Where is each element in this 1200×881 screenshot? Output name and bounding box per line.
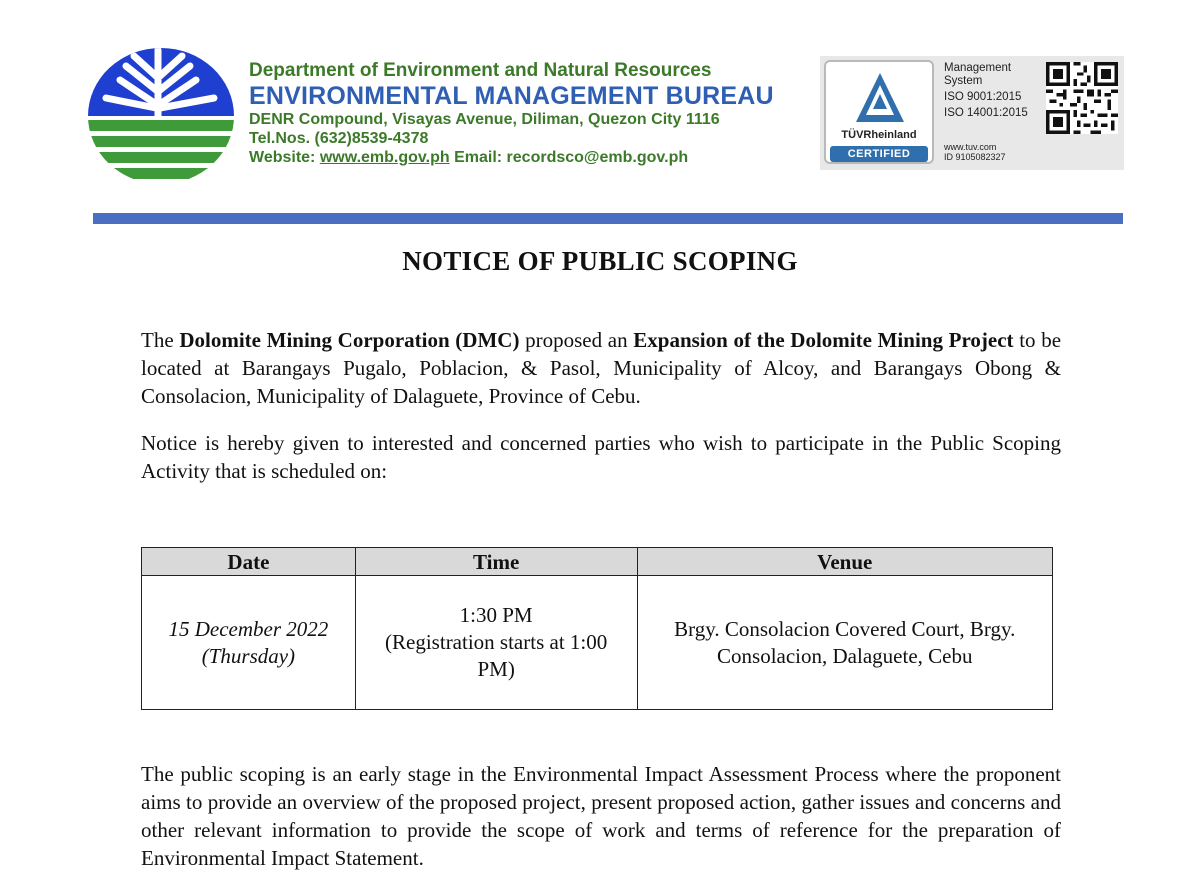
agency-header: [249, 60, 774, 167]
email-address[interactable]: recordsco@emb.gov.ph: [506, 149, 689, 166]
date-cell: [142, 576, 356, 710]
time-value: 1:30 PM: [459, 603, 533, 627]
date-value: 15 December 2022: [168, 616, 329, 641]
tuv-triangle-icon: [854, 70, 906, 126]
scoping-description: The public scoping is an early stage in the Environmental Impact Assessment Process where the proponent aims to provide an overview of the proposed project, present proposed action, gather issues and concerns and other relevant information to provide the scope of work and terms of reference for the preparation of Environmental Impact Statement.: [141, 762, 1061, 870]
venue-cell: Brgy. Consolacion Covered Court, Brgy. Consolacion, Dalaguete, Cebu: [637, 576, 1053, 710]
table-header-row: [142, 548, 1053, 576]
notice-paragraph: Notice is hereby given to interested and concerned parties who wish to participate in the Public Scoping Activity that is scheduled on:: [141, 431, 1061, 483]
system-line-1: Management: [944, 62, 1012, 74]
system-line-2: System: [944, 75, 983, 87]
iso-14001: ISO 14001:2015: [944, 107, 1028, 119]
header-divider: [93, 213, 1123, 224]
p1-mid: proposed an: [519, 328, 634, 352]
website-label: Website:: [249, 149, 316, 166]
company-name: Dolomite Mining Corporation (DMC): [179, 328, 520, 352]
emb-logo-icon: [86, 46, 236, 186]
department-name: Department of Environment and Natural Resources: [249, 60, 712, 81]
table-row: [142, 576, 1053, 710]
day-value: (Thursday): [201, 643, 296, 668]
tuv-brand: TÜVRheinland: [841, 129, 917, 141]
p1-location: to be located at Barangays Pugalo, Poblacion, & Pasol, Municipality of Alcoy, and Barangays Obong & Consolacion, Municipality of Dalaguete, Province of Cebu.: [141, 328, 1062, 408]
tuv-contact: [944, 142, 1006, 162]
contact-line: [249, 148, 774, 167]
header-time: Time: [355, 548, 637, 576]
qr-code-icon: [1046, 62, 1118, 134]
p1-intro: The: [141, 328, 180, 352]
address: DENR Compound, Visayas Avenue, Diliman, Quezon City 1116: [249, 111, 720, 128]
registration-time: (Registration starts at 1:00 PM): [385, 630, 608, 681]
tuv-id: ID 9105082327: [944, 152, 1006, 162]
iso-9001: ISO 9001:2015: [944, 91, 1022, 103]
telephone: Tel.Nos. (632)8539-4378: [249, 130, 429, 147]
time-cell: [355, 576, 637, 710]
certification-block: [820, 56, 1124, 170]
email-label: Email:: [454, 149, 503, 166]
project-paragraph: [141, 326, 1061, 410]
tuv-url: www.tuv.com: [944, 142, 997, 152]
schedule-table: [141, 547, 1053, 710]
page-title: NOTICE OF PUBLIC SCOPING: [402, 246, 798, 276]
header-date: Date: [142, 548, 356, 576]
tuv-badge: [824, 60, 934, 164]
header-venue: Venue: [637, 548, 1053, 576]
website-link[interactable]: www.emb.gov.ph: [319, 149, 450, 166]
certified-label: CERTIFIED: [830, 146, 928, 162]
project-name: Expansion of the Dolomite Mining Project: [633, 328, 1014, 352]
bureau-name: ENVIRONMENTAL MANAGEMENT BUREAU: [249, 82, 774, 110]
iso-standards: [944, 62, 1028, 120]
